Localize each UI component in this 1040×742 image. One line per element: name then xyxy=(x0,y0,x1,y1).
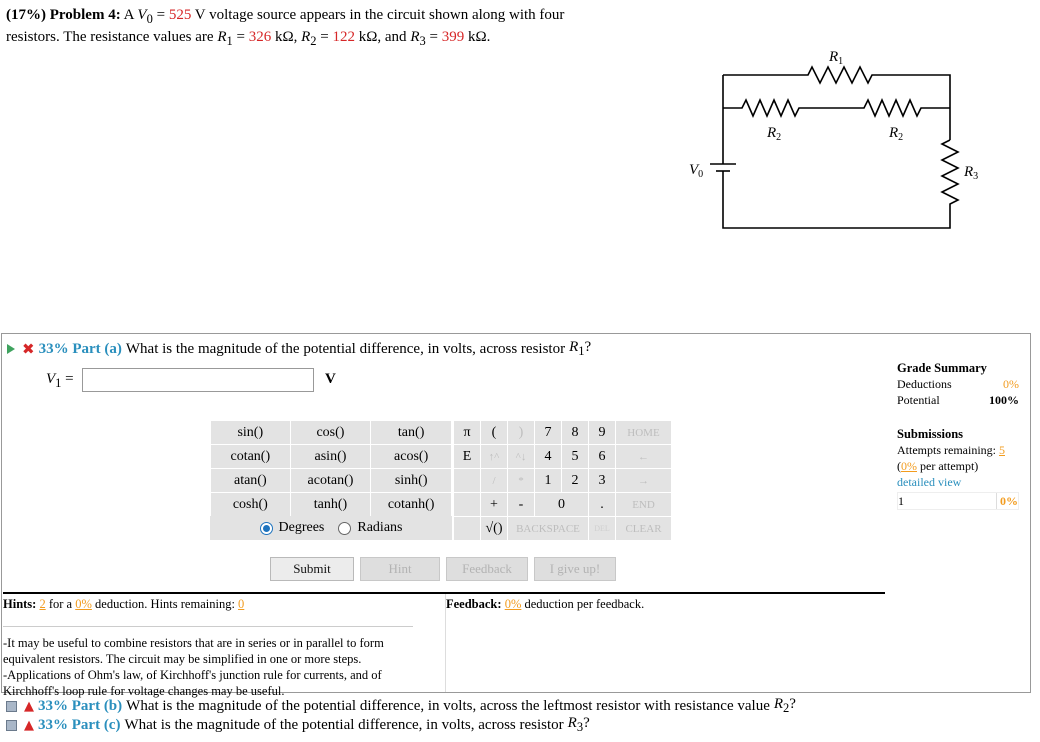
part-b-percent: 33% Part (b) xyxy=(38,697,123,714)
key-sqrt[interactable]: √() xyxy=(481,517,508,541)
key-0[interactable]: 0 xyxy=(535,493,589,517)
r2-right-label: $R_2$ xyxy=(889,125,904,143)
open-paren: ( xyxy=(897,459,901,473)
key-empty-2 xyxy=(454,493,481,517)
key-minus[interactable]: - xyxy=(508,493,535,517)
key-empty-3 xyxy=(454,517,481,541)
key-left-arrow[interactable]: ← xyxy=(616,445,672,469)
v0-unit-text: V voltage source appears in the circuit shown along with four xyxy=(194,7,565,23)
key-7[interactable]: 7 xyxy=(535,421,562,445)
answer-input[interactable] xyxy=(82,368,314,392)
part-c-header[interactable] xyxy=(6,715,590,735)
feedback-pct: 0% xyxy=(504,597,522,611)
key-2[interactable]: 2 xyxy=(562,469,589,493)
part-b-qmark: ? xyxy=(789,696,796,712)
equals-sign: = xyxy=(156,7,166,23)
key-e[interactable]: E xyxy=(454,445,481,469)
submissions-title: Submissions xyxy=(897,427,964,441)
grade-summary xyxy=(897,360,1019,510)
submit-button[interactable]: Submit xyxy=(270,557,354,581)
circuit-diagram xyxy=(680,40,1000,240)
part-b-symbol: R xyxy=(773,696,784,712)
key-tanh[interactable]: tanh() xyxy=(290,493,371,517)
answer-unit: V xyxy=(325,371,336,387)
part-c-percent: 33% Part (c) xyxy=(38,716,121,733)
key-acos[interactable]: acos() xyxy=(371,445,452,469)
hint-button[interactable]: Hint xyxy=(360,557,440,581)
r3-symbol: R xyxy=(410,29,420,45)
expand-triangle-icon[interactable] xyxy=(7,344,15,354)
function-keypad xyxy=(210,420,452,517)
r3-value: 399 xyxy=(441,29,465,45)
feedback-section xyxy=(445,594,885,692)
hints-pct: 0% xyxy=(75,597,92,611)
grade-summary-title: Grade Summary xyxy=(897,361,987,375)
feedback-label: Feedback: xyxy=(446,597,502,611)
warning-icon: ▲ xyxy=(24,698,34,714)
answer-label xyxy=(46,371,74,391)
potential-value: 100% xyxy=(989,393,1019,407)
r1-label: $R_1$ xyxy=(829,49,844,67)
key-sin[interactable]: sin() xyxy=(211,421,291,445)
key-close-paren[interactable]: ) xyxy=(508,421,535,445)
key-tan[interactable]: tan() xyxy=(371,421,452,445)
key-6[interactable]: 6 xyxy=(589,445,616,469)
r1-subscript: 1 xyxy=(226,34,233,48)
key-cosh[interactable]: cosh() xyxy=(211,493,291,517)
degrees-radio[interactable] xyxy=(260,522,273,535)
deductions-value: 0% xyxy=(1003,377,1019,391)
feedback-text: deduction per feedback. xyxy=(524,597,645,611)
key-cos[interactable]: cos() xyxy=(290,421,371,445)
potential-label: Potential xyxy=(897,393,940,407)
attempts-label: Attempts remaining: xyxy=(897,443,996,457)
part-b-subscript: 2 xyxy=(783,701,790,715)
part-a-symbol: R xyxy=(569,339,579,355)
part-a-qmark: ? xyxy=(584,339,592,355)
r2-unit: kΩ, and xyxy=(358,29,407,45)
part-c-qmark: ? xyxy=(583,715,590,731)
key-4[interactable]: 4 xyxy=(535,445,562,469)
key-5[interactable]: 5 xyxy=(562,445,589,469)
part-c-symbol: R xyxy=(567,715,577,731)
r1-symbol: R xyxy=(217,29,227,45)
r2-value: 122 xyxy=(332,29,355,45)
hints-for-a: for a xyxy=(48,597,73,611)
r2-symbol: R xyxy=(301,29,311,45)
key-open-paren[interactable]: ( xyxy=(481,421,508,445)
r2-left-label: $R_2$ xyxy=(767,125,782,143)
part-a-subscript: 1 xyxy=(578,344,585,358)
part-c-subscript: 3 xyxy=(576,720,584,734)
key-asin[interactable]: asin() xyxy=(290,445,371,469)
key-up-power[interactable]: ↑^ xyxy=(481,445,508,469)
key-right-arrow[interactable]: → xyxy=(616,469,672,493)
hint-1: -It may be useful to combine resistors that are in series or in parallel to form equivalent resistors. The circuit may be simplified in one or more steps. xyxy=(3,636,384,666)
r3-label: $R_3$ xyxy=(964,164,979,182)
per-attempt-text: per attempt) xyxy=(920,459,979,473)
hints-section xyxy=(3,594,443,698)
key-1[interactable]: 1 xyxy=(535,469,562,493)
key-clear[interactable]: CLEAR xyxy=(616,517,672,541)
detailed-view-link[interactable]: detailed view xyxy=(897,475,962,489)
feedback-button[interactable]: Feedback xyxy=(446,557,528,581)
key-8[interactable]: 8 xyxy=(562,421,589,445)
attempts-value: 5 xyxy=(998,443,1005,457)
key-3[interactable]: 3 xyxy=(589,469,616,493)
key-del[interactable]: DEL xyxy=(589,517,616,541)
answer-subscript: 1 xyxy=(55,376,62,390)
angle-mode-row xyxy=(210,516,452,540)
r1-value: 326 xyxy=(248,29,272,45)
part-a-percent: 33% Part (a) xyxy=(38,340,122,357)
key-cotanh[interactable]: cotanh() xyxy=(371,493,452,517)
r3-unit: kΩ. xyxy=(467,29,491,45)
deductions-label: Deductions xyxy=(897,377,952,391)
number-keypad xyxy=(453,420,672,541)
key-divide[interactable]: / xyxy=(481,469,508,493)
answer-symbol: V xyxy=(46,371,56,387)
key-sinh[interactable]: sinh() xyxy=(371,469,452,493)
r1-unit: kΩ, xyxy=(274,29,298,45)
problem-text-2: resistors. The resistance values are xyxy=(6,29,214,45)
key-decimal[interactable]: . xyxy=(589,493,616,517)
answer-equals: = xyxy=(65,371,74,387)
key-plus[interactable]: + xyxy=(481,493,508,517)
hints-label: Hints: xyxy=(3,597,37,611)
key-acotan[interactable]: acotan() xyxy=(290,469,371,493)
key-cotan[interactable]: cotan() xyxy=(211,445,291,469)
v0-value: 525 xyxy=(168,7,192,23)
key-end[interactable]: END xyxy=(616,493,672,517)
submission-pct: 0% xyxy=(996,493,1018,509)
part-a-header xyxy=(7,339,591,359)
problem-label: Problem 4: xyxy=(49,7,121,23)
hints-deduction-text: deduction. Hints remaining: xyxy=(95,597,235,611)
collapse-icon[interactable] xyxy=(6,701,17,712)
key-multiply[interactable]: * xyxy=(508,469,535,493)
r2-subscript: 2 xyxy=(310,34,317,48)
collapse-icon[interactable] xyxy=(6,720,17,731)
submission-number: 1 xyxy=(898,494,904,508)
incorrect-x-icon: ✖ xyxy=(22,340,35,358)
hints-feedback-panel xyxy=(3,592,885,698)
per-attempt-pct: 0% xyxy=(901,459,917,473)
part-b-header[interactable] xyxy=(6,696,796,716)
hint-2: -Applications of Ohm's law, of Kirchhoff's junction rule for currents, and of Kirchhoff's loop rule for voltage changes may be useful. xyxy=(3,668,382,698)
circuit-wires xyxy=(723,67,958,228)
key-pi[interactable]: π xyxy=(454,421,481,445)
problem-weight: (17%) xyxy=(6,7,46,23)
radians-label: Radians xyxy=(357,520,403,535)
problem-text: A xyxy=(123,7,134,23)
part-a-question: What is the magnitude of the potential difference, in volts, across resistor xyxy=(125,340,566,357)
part-c-question: What is the magnitude of the potential difference, in volts, across resistor xyxy=(124,716,564,733)
problem-statement: (17%) Problem 4: A $V_0 = 525$ V voltage source appears in the circuit shown along with four resistors. The resistance values are $R_1 = 326$ kΩ, $R_2 = 122$ kΩ, and $R_3 = 399$ kΩ. xyxy=(6,7,565,48)
hints-remaining: 0 xyxy=(238,597,245,611)
key-atan[interactable]: atan() xyxy=(211,469,291,493)
v0-subscript: 0 xyxy=(146,12,153,26)
key-backspace[interactable]: BACKSPACE xyxy=(508,517,589,541)
v0-symbol: V xyxy=(137,7,147,23)
part-b-question: What is the magnitude of the potential difference, in volts, across the leftmost resistor with resistance value xyxy=(126,697,770,714)
key-down-power[interactable]: ^↓ xyxy=(508,445,535,469)
hints-count: 2 xyxy=(39,597,46,611)
key-9[interactable]: 9 xyxy=(589,421,616,445)
v0-label: $V_0$ xyxy=(689,162,704,180)
degrees-label: Degrees xyxy=(278,520,325,535)
r3-subscript: 3 xyxy=(419,34,426,48)
radians-radio[interactable] xyxy=(338,522,351,535)
key-home[interactable]: HOME xyxy=(616,421,672,445)
key-empty xyxy=(454,469,481,493)
give-up-button[interactable]: I give up! xyxy=(534,557,616,581)
warning-icon: ▲ xyxy=(24,717,34,733)
